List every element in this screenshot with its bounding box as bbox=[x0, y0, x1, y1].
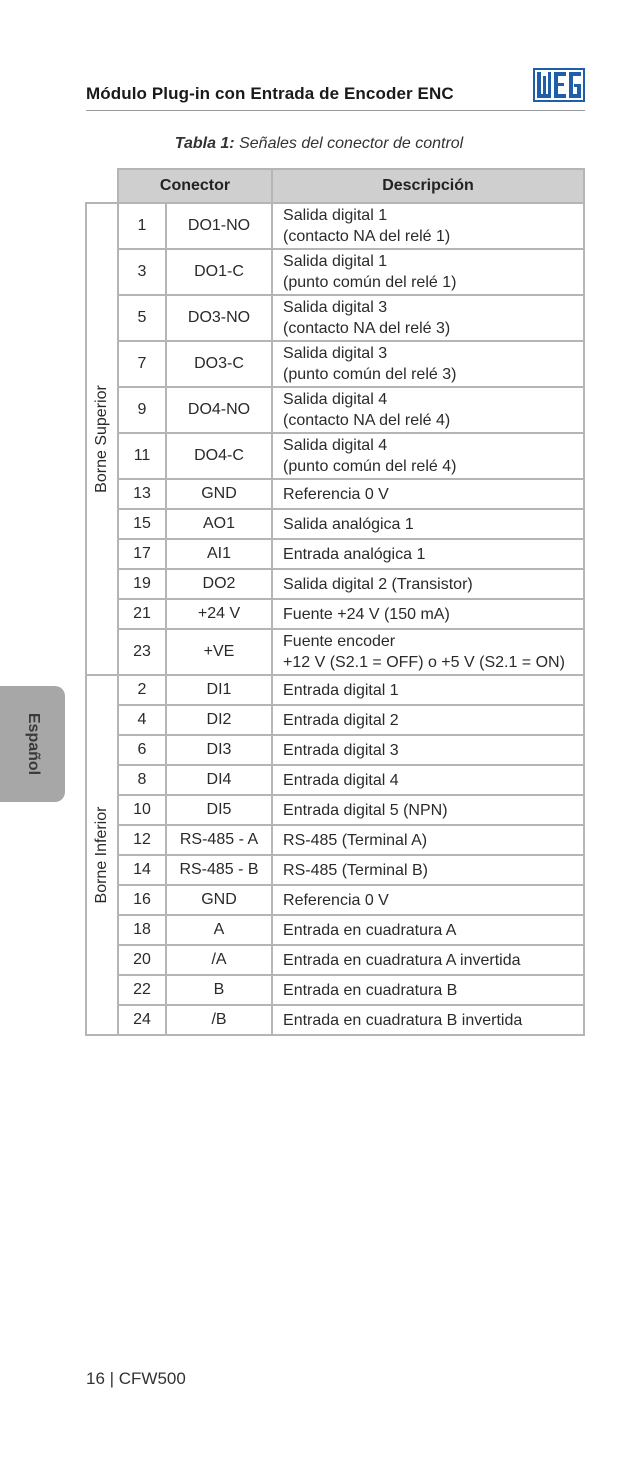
signal-description bbox=[272, 765, 584, 795]
page-header-title: Módulo Plug-in con Entrada de Encoder ENC bbox=[86, 84, 454, 103]
description-line: RS-485 (Terminal B) bbox=[283, 861, 428, 879]
description-line: Salida digital 4 bbox=[283, 437, 388, 454]
table-row bbox=[86, 855, 584, 885]
table-row bbox=[86, 433, 584, 479]
signal-name: RS-485 - B bbox=[166, 855, 272, 885]
signal-description bbox=[272, 387, 584, 433]
signal-name: +24 V bbox=[166, 599, 272, 629]
pin-number: 18 bbox=[118, 915, 166, 945]
control-connector-table bbox=[85, 168, 585, 1036]
signal-description bbox=[272, 735, 584, 765]
signal-name: AI1 bbox=[166, 539, 272, 569]
table-row bbox=[86, 825, 584, 855]
pin-number: 13 bbox=[118, 479, 166, 509]
description-line: Salida analógica 1 bbox=[283, 515, 414, 533]
description-line: Salida digital 4 bbox=[283, 391, 388, 408]
header-blank-cell bbox=[86, 169, 118, 203]
description-line: Fuente +24 V (150 mA) bbox=[283, 605, 450, 623]
pin-number: 8 bbox=[118, 765, 166, 795]
pin-number: 20 bbox=[118, 945, 166, 975]
table-row bbox=[86, 295, 584, 341]
pin-number: 6 bbox=[118, 735, 166, 765]
description-line: Salida digital 1 bbox=[283, 207, 388, 224]
signal-name: AO1 bbox=[166, 509, 272, 539]
signal-description bbox=[272, 629, 584, 675]
signal-description bbox=[272, 249, 584, 295]
description-line: Entrada digital 2 bbox=[283, 711, 399, 729]
description-line: Referencia 0 V bbox=[283, 891, 389, 909]
description-line: Entrada analógica 1 bbox=[283, 545, 426, 563]
signal-name: DI3 bbox=[166, 735, 272, 765]
description-line: Salida digital 3 bbox=[283, 299, 388, 316]
signal-description bbox=[272, 975, 584, 1005]
language-tab[interactable] bbox=[0, 686, 65, 802]
signal-description bbox=[272, 855, 584, 885]
table-caption bbox=[0, 135, 638, 153]
signal-description bbox=[272, 295, 584, 341]
signal-description bbox=[272, 569, 584, 599]
table-row bbox=[86, 569, 584, 599]
signal-name: DI1 bbox=[166, 675, 272, 705]
description-line: (punto común del relé 1) bbox=[283, 274, 457, 291]
pin-number: 4 bbox=[118, 705, 166, 735]
description-line: RS-485 (Terminal A) bbox=[283, 831, 428, 849]
description-line: Fuente encoder bbox=[283, 633, 396, 650]
signal-description bbox=[272, 539, 584, 569]
description-line: Entrada en cuadratura B bbox=[283, 981, 458, 999]
table-row bbox=[86, 735, 584, 765]
description-line: Salida digital 1 bbox=[283, 253, 388, 270]
signal-name: DO1-NO bbox=[166, 203, 272, 249]
signal-name: DO3-C bbox=[166, 341, 272, 387]
pin-number: 10 bbox=[118, 795, 166, 825]
signal-name: DO3-NO bbox=[166, 295, 272, 341]
description-line: (punto común del relé 3) bbox=[283, 366, 457, 383]
signal-description bbox=[272, 509, 584, 539]
description-line: Entrada digital 3 bbox=[283, 741, 399, 759]
pin-number: 21 bbox=[118, 599, 166, 629]
signal-description bbox=[272, 825, 584, 855]
description-line: Entrada en cuadratura A bbox=[283, 921, 457, 939]
signal-name: DI2 bbox=[166, 705, 272, 735]
table-row bbox=[86, 765, 584, 795]
table-row bbox=[86, 539, 584, 569]
page-footer: 16 | CFW500 bbox=[86, 1369, 186, 1388]
signal-name: DO4-NO bbox=[166, 387, 272, 433]
signal-name: +VE bbox=[166, 629, 272, 675]
signal-name: DO2 bbox=[166, 569, 272, 599]
caption-text: Señales del conector de control bbox=[239, 135, 464, 152]
table-row bbox=[86, 975, 584, 1005]
signal-description bbox=[272, 945, 584, 975]
table-row bbox=[86, 509, 584, 539]
pin-number: 15 bbox=[118, 509, 166, 539]
table-row bbox=[86, 945, 584, 975]
pin-number: 7 bbox=[118, 341, 166, 387]
table-row bbox=[86, 479, 584, 509]
description-line: (contacto NA del relé 3) bbox=[283, 320, 451, 337]
table-row bbox=[86, 249, 584, 295]
weg-logo bbox=[533, 68, 585, 102]
table-row bbox=[86, 675, 584, 705]
pin-number: 3 bbox=[118, 249, 166, 295]
table-row bbox=[86, 705, 584, 735]
pin-number: 5 bbox=[118, 295, 166, 341]
signal-name: DI5 bbox=[166, 795, 272, 825]
signal-description bbox=[272, 479, 584, 509]
table-row bbox=[86, 795, 584, 825]
signal-description bbox=[272, 705, 584, 735]
group-label-cell-upper bbox=[86, 203, 118, 675]
pin-number: 19 bbox=[118, 569, 166, 599]
group-label-lower: Borne Inferior bbox=[93, 806, 110, 904]
header-description: Descripción bbox=[272, 169, 584, 203]
description-line: Referencia 0 V bbox=[283, 485, 389, 503]
header-connector: Conector bbox=[118, 169, 272, 203]
table-row bbox=[86, 1005, 584, 1035]
description-line: (punto común del relé 4) bbox=[283, 458, 457, 475]
signal-name: A bbox=[166, 915, 272, 945]
language-tab-label: Español bbox=[24, 712, 42, 776]
pin-number: 12 bbox=[118, 825, 166, 855]
group-label-cell-lower bbox=[86, 675, 118, 1035]
signal-name: RS-485 - A bbox=[166, 825, 272, 855]
signal-description bbox=[272, 1005, 584, 1035]
table-row bbox=[86, 387, 584, 433]
description-line: Salida digital 2 (Transistor) bbox=[283, 575, 473, 593]
description-line: (contacto NA del relé 1) bbox=[283, 228, 451, 245]
pin-number: 1 bbox=[118, 203, 166, 249]
description-line: Entrada en cuadratura B invertida bbox=[283, 1011, 523, 1029]
caption-label: Tabla 1: bbox=[174, 135, 235, 152]
pin-number: 24 bbox=[118, 1005, 166, 1035]
signal-description bbox=[272, 795, 584, 825]
table-row bbox=[86, 885, 584, 915]
signal-name: DO4-C bbox=[166, 433, 272, 479]
pin-number: 2 bbox=[118, 675, 166, 705]
description-line: (contacto NA del relé 4) bbox=[283, 412, 451, 429]
signal-description bbox=[272, 915, 584, 945]
signal-name: /B bbox=[166, 1005, 272, 1035]
signal-name: B bbox=[166, 975, 272, 1005]
pin-number: 17 bbox=[118, 539, 166, 569]
signal-name: /A bbox=[166, 945, 272, 975]
description-line: Entrada digital 1 bbox=[283, 681, 399, 699]
pin-number: 23 bbox=[118, 629, 166, 675]
description-line: Entrada digital 5 (NPN) bbox=[283, 801, 448, 819]
pin-number: 22 bbox=[118, 975, 166, 1005]
description-line: +12 V (S2.1 = OFF) o +5 V (S2.1 = ON) bbox=[283, 654, 565, 671]
signal-description bbox=[272, 885, 584, 915]
description-line: Salida digital 3 bbox=[283, 345, 388, 362]
description-line: Entrada digital 4 bbox=[283, 771, 399, 789]
signal-description bbox=[272, 433, 584, 479]
table-row bbox=[86, 203, 584, 249]
table-row bbox=[86, 341, 584, 387]
header-divider bbox=[86, 110, 585, 111]
signal-name: GND bbox=[166, 885, 272, 915]
signal-name: GND bbox=[166, 479, 272, 509]
pin-number: 9 bbox=[118, 387, 166, 433]
signal-description bbox=[272, 341, 584, 387]
signal-name: DO1-C bbox=[166, 249, 272, 295]
signal-description bbox=[272, 599, 584, 629]
signal-description bbox=[272, 675, 584, 705]
table-row bbox=[86, 599, 584, 629]
table-header-row bbox=[86, 169, 584, 203]
table-row bbox=[86, 915, 584, 945]
signal-name: DI4 bbox=[166, 765, 272, 795]
description-line: Entrada en cuadratura A invertida bbox=[283, 951, 521, 969]
pin-number: 11 bbox=[118, 433, 166, 479]
table-row bbox=[86, 629, 584, 675]
pin-number: 16 bbox=[118, 885, 166, 915]
group-label-upper: Borne Superior bbox=[93, 385, 110, 493]
pin-number: 14 bbox=[118, 855, 166, 885]
signal-description bbox=[272, 203, 584, 249]
